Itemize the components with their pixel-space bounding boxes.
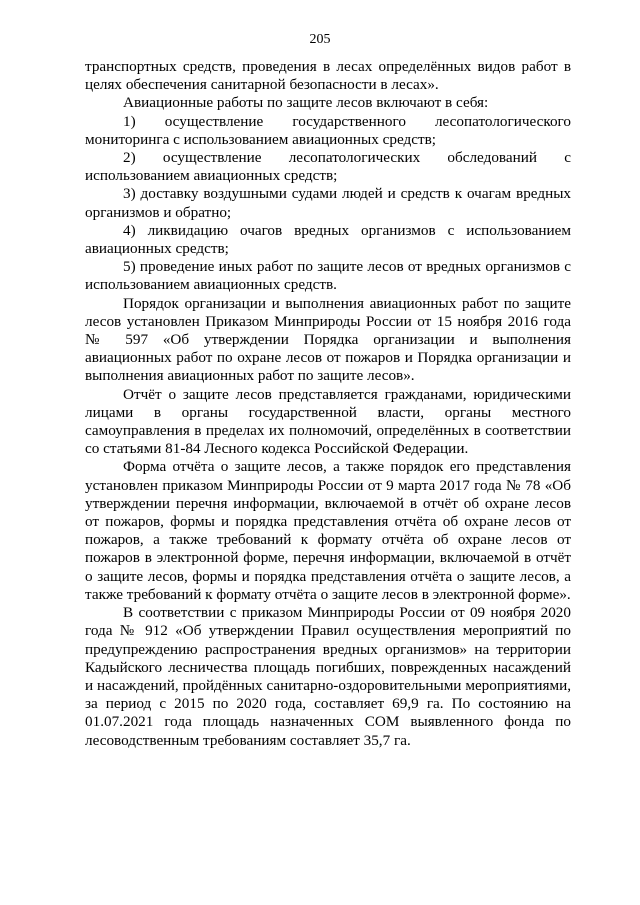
list-item-5: 5) проведение иных работ по защите лесов от вредных организмов с использованием авиационных средств. xyxy=(85,258,571,294)
page-number: 205 xyxy=(309,32,331,47)
paragraph-report-submission: Отчёт о защите лесов представляется гражданами, юридическими лицами в органы государственной власти, органы местного самоуправления в пределах их полномочий, определённых в соответствии со статьями 81-84 Лесного кодекса Российской Федерации. xyxy=(85,385,571,458)
list-item-1: 1) осуществление государственного лесопатологического мониторинга с использованием авиационных средств; xyxy=(85,112,571,148)
document-body xyxy=(85,58,571,750)
paragraph-aviation-works-intro: Авиационные работы по защите лесов включают в себя: xyxy=(123,94,489,112)
paragraph-kadyi-forestry-area: В соответствии с приказом Минприроды России от 09 ноября 2020 года № 912 «Об утверждении Правил осуществления мероприятий по предупреждению распространения вредных организмов» на территории Кадыйского лесничества площадь погибших, поврежденных насаждений и насаждений, пройдённых санитарно-оздоровительными мероприятиями, за период с 2015 по 2020 года, составляет 69,9 га. По состоянию на 01.07.2021 года площадь назначенных СОМ выявленного фонда по лесоводственным требованиям составляет 35,7 га. xyxy=(85,604,571,749)
paragraph-sanitary-safety-continuation: транспортных средств, проведения в лесах определённых видов работ в целях обеспечения санитарной безопасности в лесах». xyxy=(85,58,571,94)
list-item-3: 3) доставку воздушными судами людей и средств к очагам вредных организмов и обратно; xyxy=(85,185,571,221)
list-item-4: 4) ликвидацию очагов вредных организмов с использованием авиационных средств; xyxy=(85,221,571,258)
paragraph-report-form: Форма отчёта о защите лесов, а также порядок его представления установлен приказом Минприроды России от 9 марта 2017 года № 78 «Об утверждении перечня информации, включаемой в отчёт об охране лесов от пожаров, формы и порядка представления отчёта об охране лесов от пожаров, а также требований к формату отчёта об охране лесов от пожаров в электронной форме, перечня информации, включаемой в отчёт о защите лесов, формы и порядка представления отчёта о защите лесов, а также требований к формату отчёта о защите лесов в электронной форме». xyxy=(85,458,571,603)
paragraph-aviation-order: Порядок организации и выполнения авиационных работ по защите лесов установлен Приказом Минприроды России от 15 ноября 2016 года № 597 «Об утверждении Порядка организации и выполнения авиационных работ по охране лесов от пожаров и Порядка организации и выполнения авиационных работ по защите лесов». xyxy=(85,294,571,385)
list-item-2: 2) осуществление лесопатологических обследований с использованием авиационных средств; xyxy=(85,149,571,185)
